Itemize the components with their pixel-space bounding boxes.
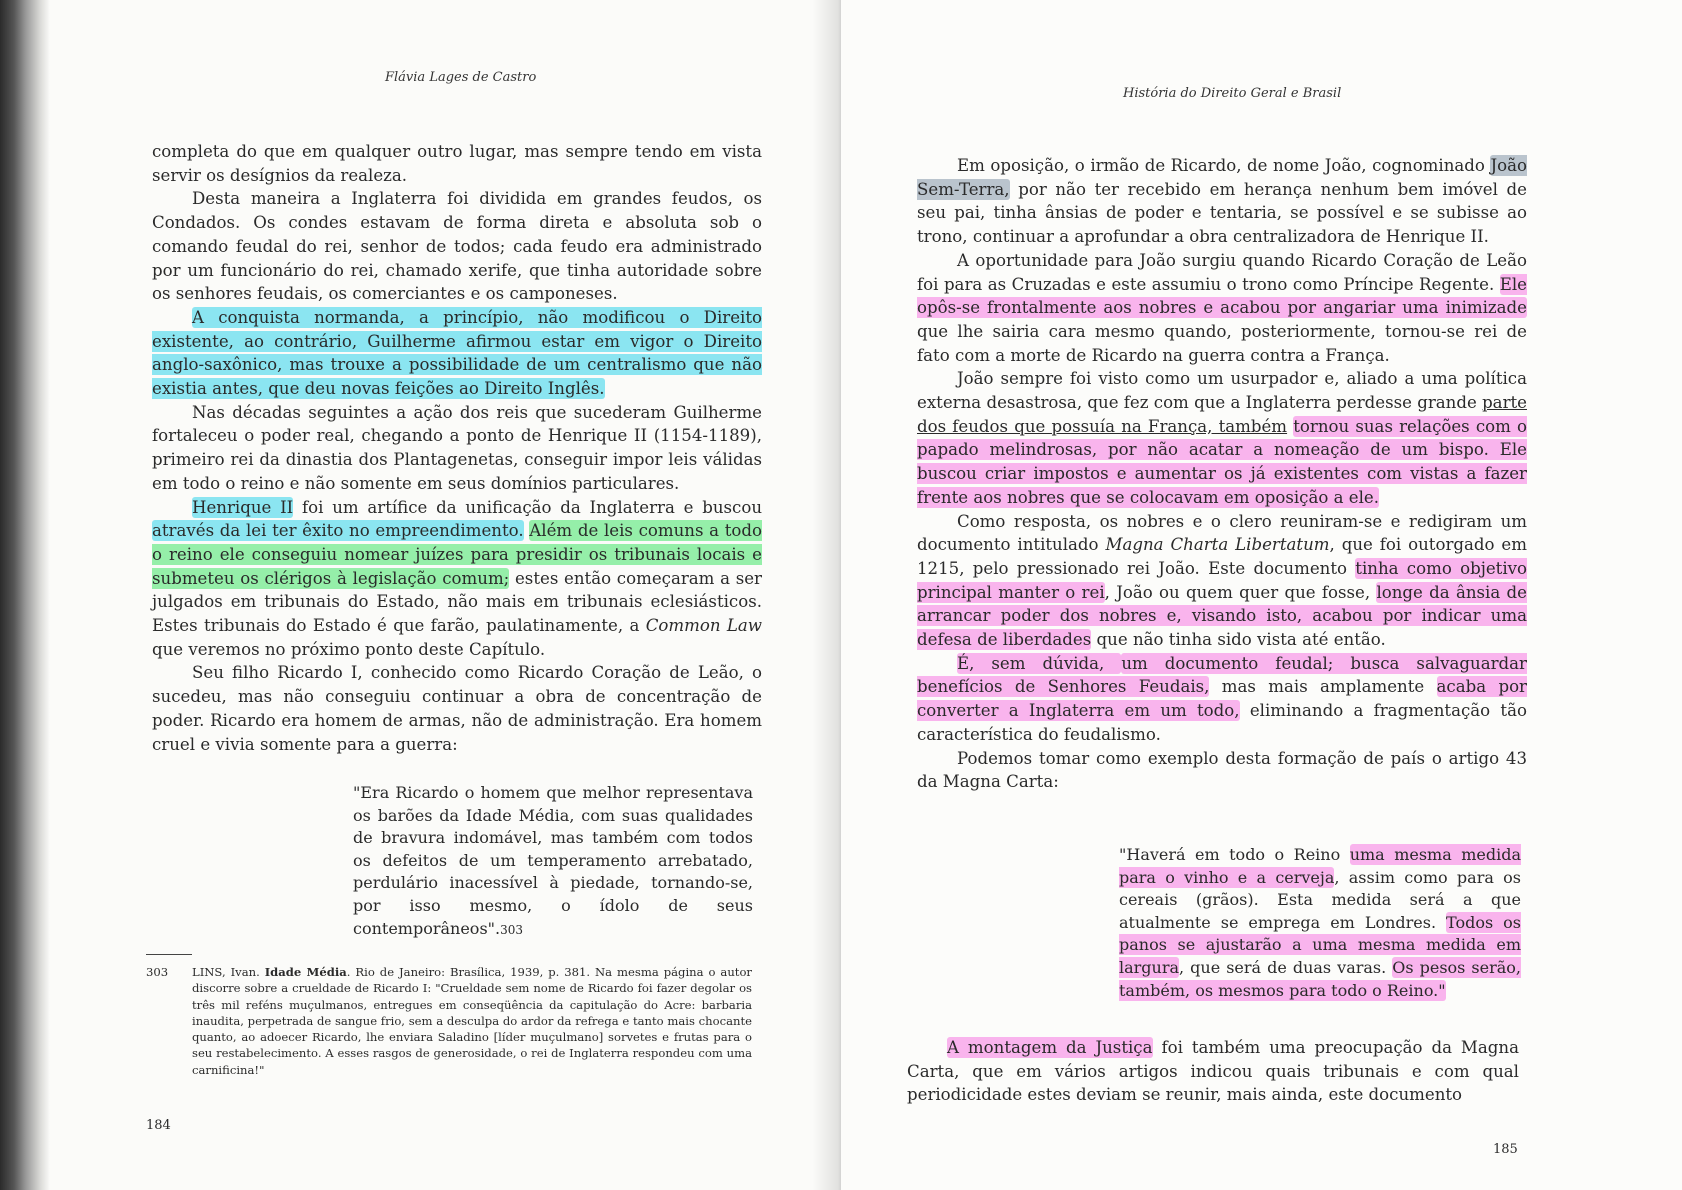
right-p4-text-2: , que foi outorgado em 1215, pelo pressionado rei João. Este documento: [917, 535, 1527, 578]
left-body-text: [152, 140, 762, 756]
left-p5-text-2: estes então começaram a ser julgados em tribunais do Estado, não mais em tribunais eclesiásticos. Estes tribunais do Estado é que farão, paulatinamente, a: [152, 568, 762, 636]
right-quote-text: "Haverá em todo o Reino: [1119, 845, 1350, 864]
highlight-pink-ansia-poder: longe da ânsia de arrancar poder dos nobres e, visando isto, acabou por indicar uma defesa de liberdades: [917, 582, 1527, 650]
highlight-pink-pesos: Os pesos serão, também, os mesmos para todo o Reino.": [1119, 957, 1521, 1000]
right-block-quote: [1119, 844, 1521, 1002]
right-paragraph-6: Podemos tomar como exemplo desta formação de país o artigo 43 da Magna Carta:: [917, 748, 1527, 792]
left-paragraph-4: Nas décadas seguintes a ação dos reis que sucederam Guilherme fortaleceu o poder real, chegando a ponto de Henrique II (1154-1189), primeiro rei da dinastia dos Plantagenetas, conseguir impor leis válidas em todo o reino e não somente em seus domínios particulares.: [152, 402, 762, 493]
left-quote-text: "Era Ricardo o homem que melhor representava os barões da Idade Média, com suas qualidades de bravura indomável, mas também com todos os defeitos de um temperamento arrebatado, perdulário inacessível à piedade, tornando-se, por isso mesmo, o ídolo de seus contemporâneos".: [353, 783, 753, 938]
book-spine-shadow: [0, 0, 50, 1190]
highlight-pink-documento-feudal: um documento feudal; busca salvaguardar benefícios de Senhores Feudais,: [917, 653, 1527, 697]
highlight-blue-henrique: Henrique II: [192, 497, 294, 517]
right-p2-text-2: que lhe sairia cara mesmo quando, posteriormente, tornou-se rei de fato com a morte de Ricardo na guerra contra a França.: [917, 321, 1527, 365]
footnote-reference: 303: [500, 922, 523, 937]
right-p4-text-4: que não tinha sido vista até então.: [1091, 630, 1386, 650]
right-p5-text: mas mais amplamente: [1209, 677, 1437, 697]
right-page: [841, 0, 1682, 1190]
left-p5-text: foi um artífice da unificação da Inglaterra e buscou: [293, 497, 763, 517]
left-paragraph-6: Seu filho Ricardo I, conhecido como Ricardo Coração de Leão, o sucedeu, mas não conseguiu continuar a obra de concentração de poder. Ricardo era homem de armas, não de administração. Era homem cruel e vivia somente para a guerra:: [152, 663, 762, 754]
right-paragraph-4: [917, 510, 1527, 652]
highlight-pink-mesma-medida: uma mesma medida para o vinho e a cerveja: [1119, 845, 1522, 887]
right-p7-text: foi também uma preocupação da Magna Carta, que em vários artigos indicou quais tribunais e com qual periodicidade estes deviam se reunir, mais ainda, este documento: [907, 1038, 1520, 1105]
right-quote-text-2: , assim como para os cereais (grãos). Esta medida será a que atualmente se emprega em Londres.: [1119, 867, 1521, 932]
right-paragraph-3: [917, 367, 1527, 509]
right-body-text: [917, 154, 1527, 794]
highlight-green-leis-comuns: Além de leis comuns a todo o reino ele conseguiu nomear juízes para presidir os tribunais locais e submeteu os clérigos à legislação comum;: [152, 521, 762, 588]
right-running-head: História do Direito Geral e Brasil: [1123, 86, 1342, 101]
right-p1-text-2: por não ter recebido em herança nenhum bem imóvel de seu pai, tinha ânsias de poder e tentaria, se possível e se subisse ao trono, continuar a aprofundar a obra centralizadora de Henrique II.: [917, 179, 1527, 247]
right-p4-text: Como resposta, os nobres e o clero reuniram-se e redigiram um documento intitulado: [917, 511, 1527, 555]
highlight-blue-conquista: A conquista normanda, a princípio, não modificou o Direito existente, ao contrário, Guilherme afirmou estar em vigor o Direito anglo-saxônico, mas trouxe a possibilidade de um centralismo que não existia antes, que deu novas feições ao Direito Inglês.: [152, 307, 762, 399]
highlight-pink-converter-inglaterra: acaba por converter a Inglaterra em um todo,: [917, 677, 1527, 721]
magna-charta-title: Magna Charta Libertatum: [1105, 535, 1330, 555]
right-p5-text-2: eliminando a fragmentação tão característica do feudalismo.: [917, 701, 1527, 744]
left-paragraph-5: [152, 496, 762, 662]
highlight-pink-opos-se: Ele opôs-se frontalmente aos nobres e acabou por angariar uma inimizade: [917, 274, 1527, 318]
left-paragraph-1: completa do que em qualquer outro lugar, mas sempre tendo em vista servir os desígnios da realeza.: [152, 142, 762, 185]
highlight-pink-montagem-justica: A montagem da Justiça: [947, 1038, 1153, 1057]
right-paragraph-7: [907, 1036, 1519, 1107]
footnote-number: 303: [146, 965, 169, 979]
footnote-text: . Rio de Janeiro: Brasílica, 1939, p. 381. Na mesma página o autor discorre sobre a crueldade de Ricardo I: "Crueldade sem nome de Ricardo foi fazer degolar os três mil reféns muçulmanos, entregues em conseqüência da capitulação do Acre: barbaria inaudita, perpetrada de sangue frio, sem a desculpa do ardor da refrega e tanto mais chocante quanto, ao adoecer Ricardo, lhe enviara Saladino [líder muçulmano] sorvetes e frutas para o seu restabelecimento. A esses rasgos de generosidade, o rei de Inglaterra respondeu com uma carnificina!": [192, 965, 752, 1077]
highlight-pink-e-sem-duvida: É, sem dúvida,: [957, 653, 1122, 673]
footnote-title: Idade Média: [264, 965, 347, 979]
right-paragraph-2: [917, 249, 1527, 368]
right-page-number: 185: [1493, 1142, 1518, 1157]
left-page-number: 184: [146, 1118, 171, 1133]
highlight-blue-atraves-lei: através da lei ter êxito no empreendimento.: [152, 521, 524, 541]
right-p3-text: João sempre foi visto como um usurpador e, aliado a uma política externa desastrosa, que fez com que a Inglaterra perdesse grande: [917, 369, 1527, 413]
right-p1-text: Em oposição, o irmão de Ricardo, de nome João, cognominado: [957, 156, 1491, 175]
highlight-pink-objetivo: tinha como objetivo principal manter o rei: [917, 558, 1528, 602]
left-paragraph-3: [152, 306, 762, 401]
right-paragraph-5: [917, 652, 1527, 747]
right-paragraph-1: [917, 154, 1527, 249]
right-p4-text-3: , João ou quem quer que fosse,: [1104, 582, 1377, 602]
footnote-303: [146, 964, 752, 1078]
gutter-shadow: [812, 0, 841, 1190]
footnote-author: LINS, Ivan.: [192, 965, 260, 979]
left-running-head: Flávia Lages de Castro: [385, 70, 537, 85]
left-block-quote: [353, 782, 753, 941]
right-final-paragraph: [907, 1036, 1519, 1107]
highlight-gray-joao-sem-terra: João Sem-Terra,: [917, 156, 1527, 199]
left-p5-common-law: Common Law: [645, 616, 762, 636]
right-p2-text: A oportunidade para João surgiu quando Ricardo Coração de Leão foi para as Cruzadas e este assumiu o trono como Príncipe Regente.: [917, 250, 1527, 294]
highlight-pink-relacoes-papado: tornou suas relações com o papado melindrosas, por não acatar a nomeação de um bispo. Ele buscou criar impostos e aumentar os já existentes com vistas a fazer frente aos nobres que se colocavam em oposição a ele.: [917, 416, 1528, 507]
right-quote-text-3: , que será de duas varas.: [1179, 957, 1393, 977]
left-p5-text-3: que veremos no próximo ponto deste Capítulo.: [152, 639, 546, 659]
footnote-rule: [146, 954, 192, 955]
highlight-pink-panos: Todos os panos se ajustarão a uma mesma medida em largura: [1119, 912, 1521, 977]
left-paragraph-2: Desta maneira a Inglaterra foi dividida em grandes feudos, os Condados. Os condes estavam de forma direta e absoluta sob o comando feudal do rei, senhor de todos; cada feudo era administrado por um funcionário do rei, chamado xerife, que tinha autoridade sobre os senhores feudais, os comerciantes e os camponeses.: [152, 189, 762, 304]
right-p3-underlined: parte dos feudos que possuía na França, também: [917, 393, 1527, 436]
